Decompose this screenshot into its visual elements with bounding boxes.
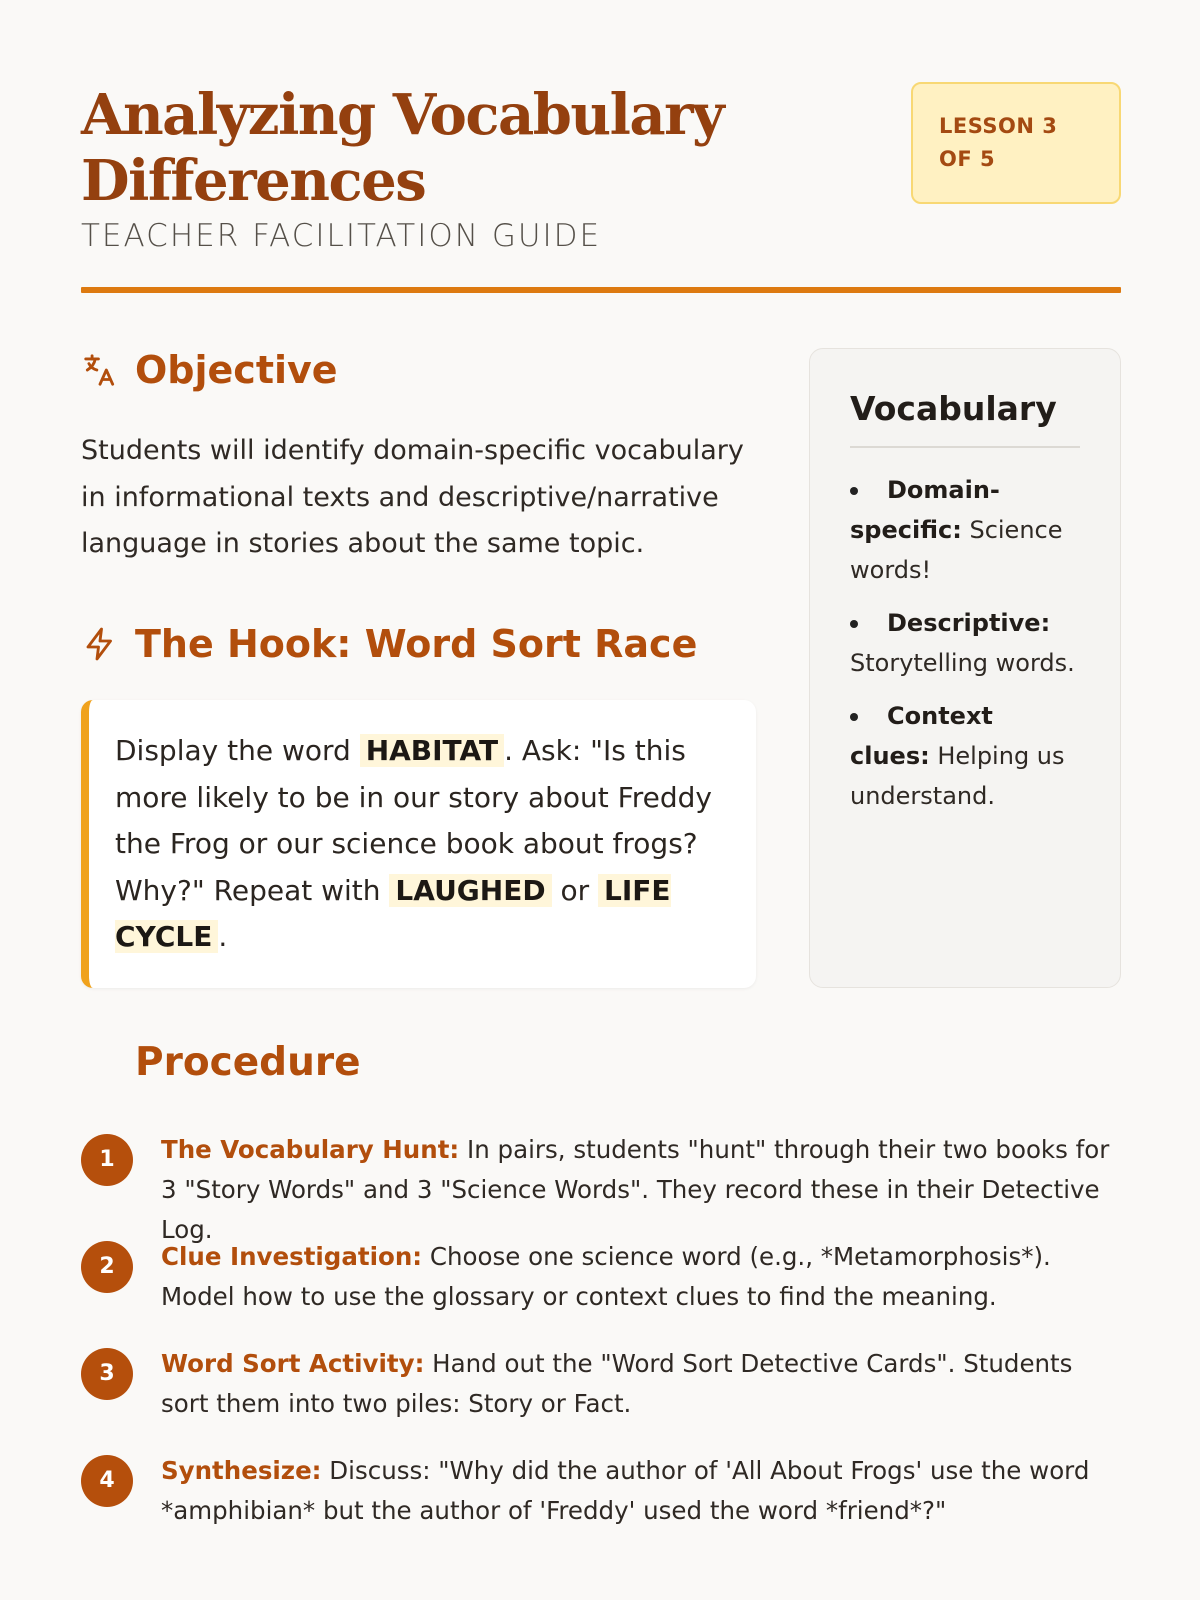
header-divider [81, 287, 1121, 293]
vocabulary-term: Context clues: [850, 702, 993, 770]
step-text [161, 1344, 1121, 1424]
objective-text: Students will identify domain-specific vocabulary in informational texts and descriptive/narrative language in stories about the same topic. [81, 435, 744, 559]
step-body: In pairs, students "hunt" through their two books for 3 "Story Words" and 3 "Science Words". They record these in their Detective Log. [161, 1135, 1110, 1244]
objective-heading [81, 348, 338, 392]
vocabulary-box [809, 348, 1121, 988]
step-title: Clue Investigation: [161, 1242, 423, 1271]
hook-text-4: . [218, 920, 228, 953]
step-body: Discuss: "Why did the author of 'All About Frogs' use the word *amphibian* but the author of 'Freddy' used the word *friend*?" [161, 1456, 1090, 1525]
page-subtitle: TEACHER FACILITATION GUIDE [81, 218, 602, 254]
page-title: Analyzing Vocabulary Differences [81, 82, 724, 214]
vocabulary-title: Vocabulary [850, 389, 1080, 448]
hook-text-2: . Ask: "Is this more likely to be in our story about Freddy the Frog or our science book about frogs? Why?" Repeat with [115, 734, 712, 907]
vocabulary-item [850, 603, 1080, 683]
vocabulary-term: Domain-specific: [850, 476, 1000, 544]
vocabulary-item [850, 470, 1080, 590]
step-title: Word Sort Activity: [161, 1349, 425, 1378]
vocabulary-desc: Helping us understand. [850, 742, 1065, 810]
highlight-word-laughed: LAUGHED [389, 874, 551, 907]
objective-heading-label: Objective [135, 348, 338, 392]
step-body: Choose one science word (e.g., *Metamorphosis*). Model how to use the glossary or context clues to find the meaning. [161, 1242, 1051, 1311]
step-number: 2 [81, 1241, 133, 1293]
highlight-word-life-cycle: LIFE CYCLE [115, 873, 671, 953]
hook-card [81, 700, 756, 988]
step-title: Synthesize: [161, 1456, 322, 1485]
vocabulary-item [850, 696, 1080, 816]
vocabulary-desc: Storytelling words. [850, 649, 1075, 677]
step-text [161, 1130, 1121, 1250]
step-number: 3 [81, 1348, 133, 1400]
step-text [161, 1237, 1121, 1317]
step-body: Hand out the "Word Sort Detective Cards". Students sort them into two piles: Story or Fact. [161, 1349, 1073, 1418]
step-number: 1 [81, 1134, 133, 1186]
hook-heading [81, 622, 697, 666]
lesson-guide-page [81, 0, 1121, 1600]
step-title: The Vocabulary Hunt: [161, 1135, 460, 1164]
lesson-badge: LESSON 3 OF 5 [911, 82, 1121, 204]
hook-text-3: or [551, 873, 599, 907]
vocabulary-term: Descriptive: [887, 609, 1051, 637]
step-text [161, 1451, 1121, 1531]
step-number: 4 [81, 1455, 133, 1507]
hook-text-1: Display the word [115, 734, 360, 767]
vocabulary-list [850, 470, 1080, 816]
hook-heading-label: The Hook: Word Sort Race [135, 622, 698, 666]
header [81, 82, 1121, 292]
vocabulary-desc: Science words! [850, 516, 1063, 584]
procedure-heading: Procedure [135, 1040, 361, 1085]
translate-icon [81, 351, 119, 389]
lightning-icon [81, 625, 119, 663]
highlight-word-habitat: HABITAT [360, 734, 504, 767]
